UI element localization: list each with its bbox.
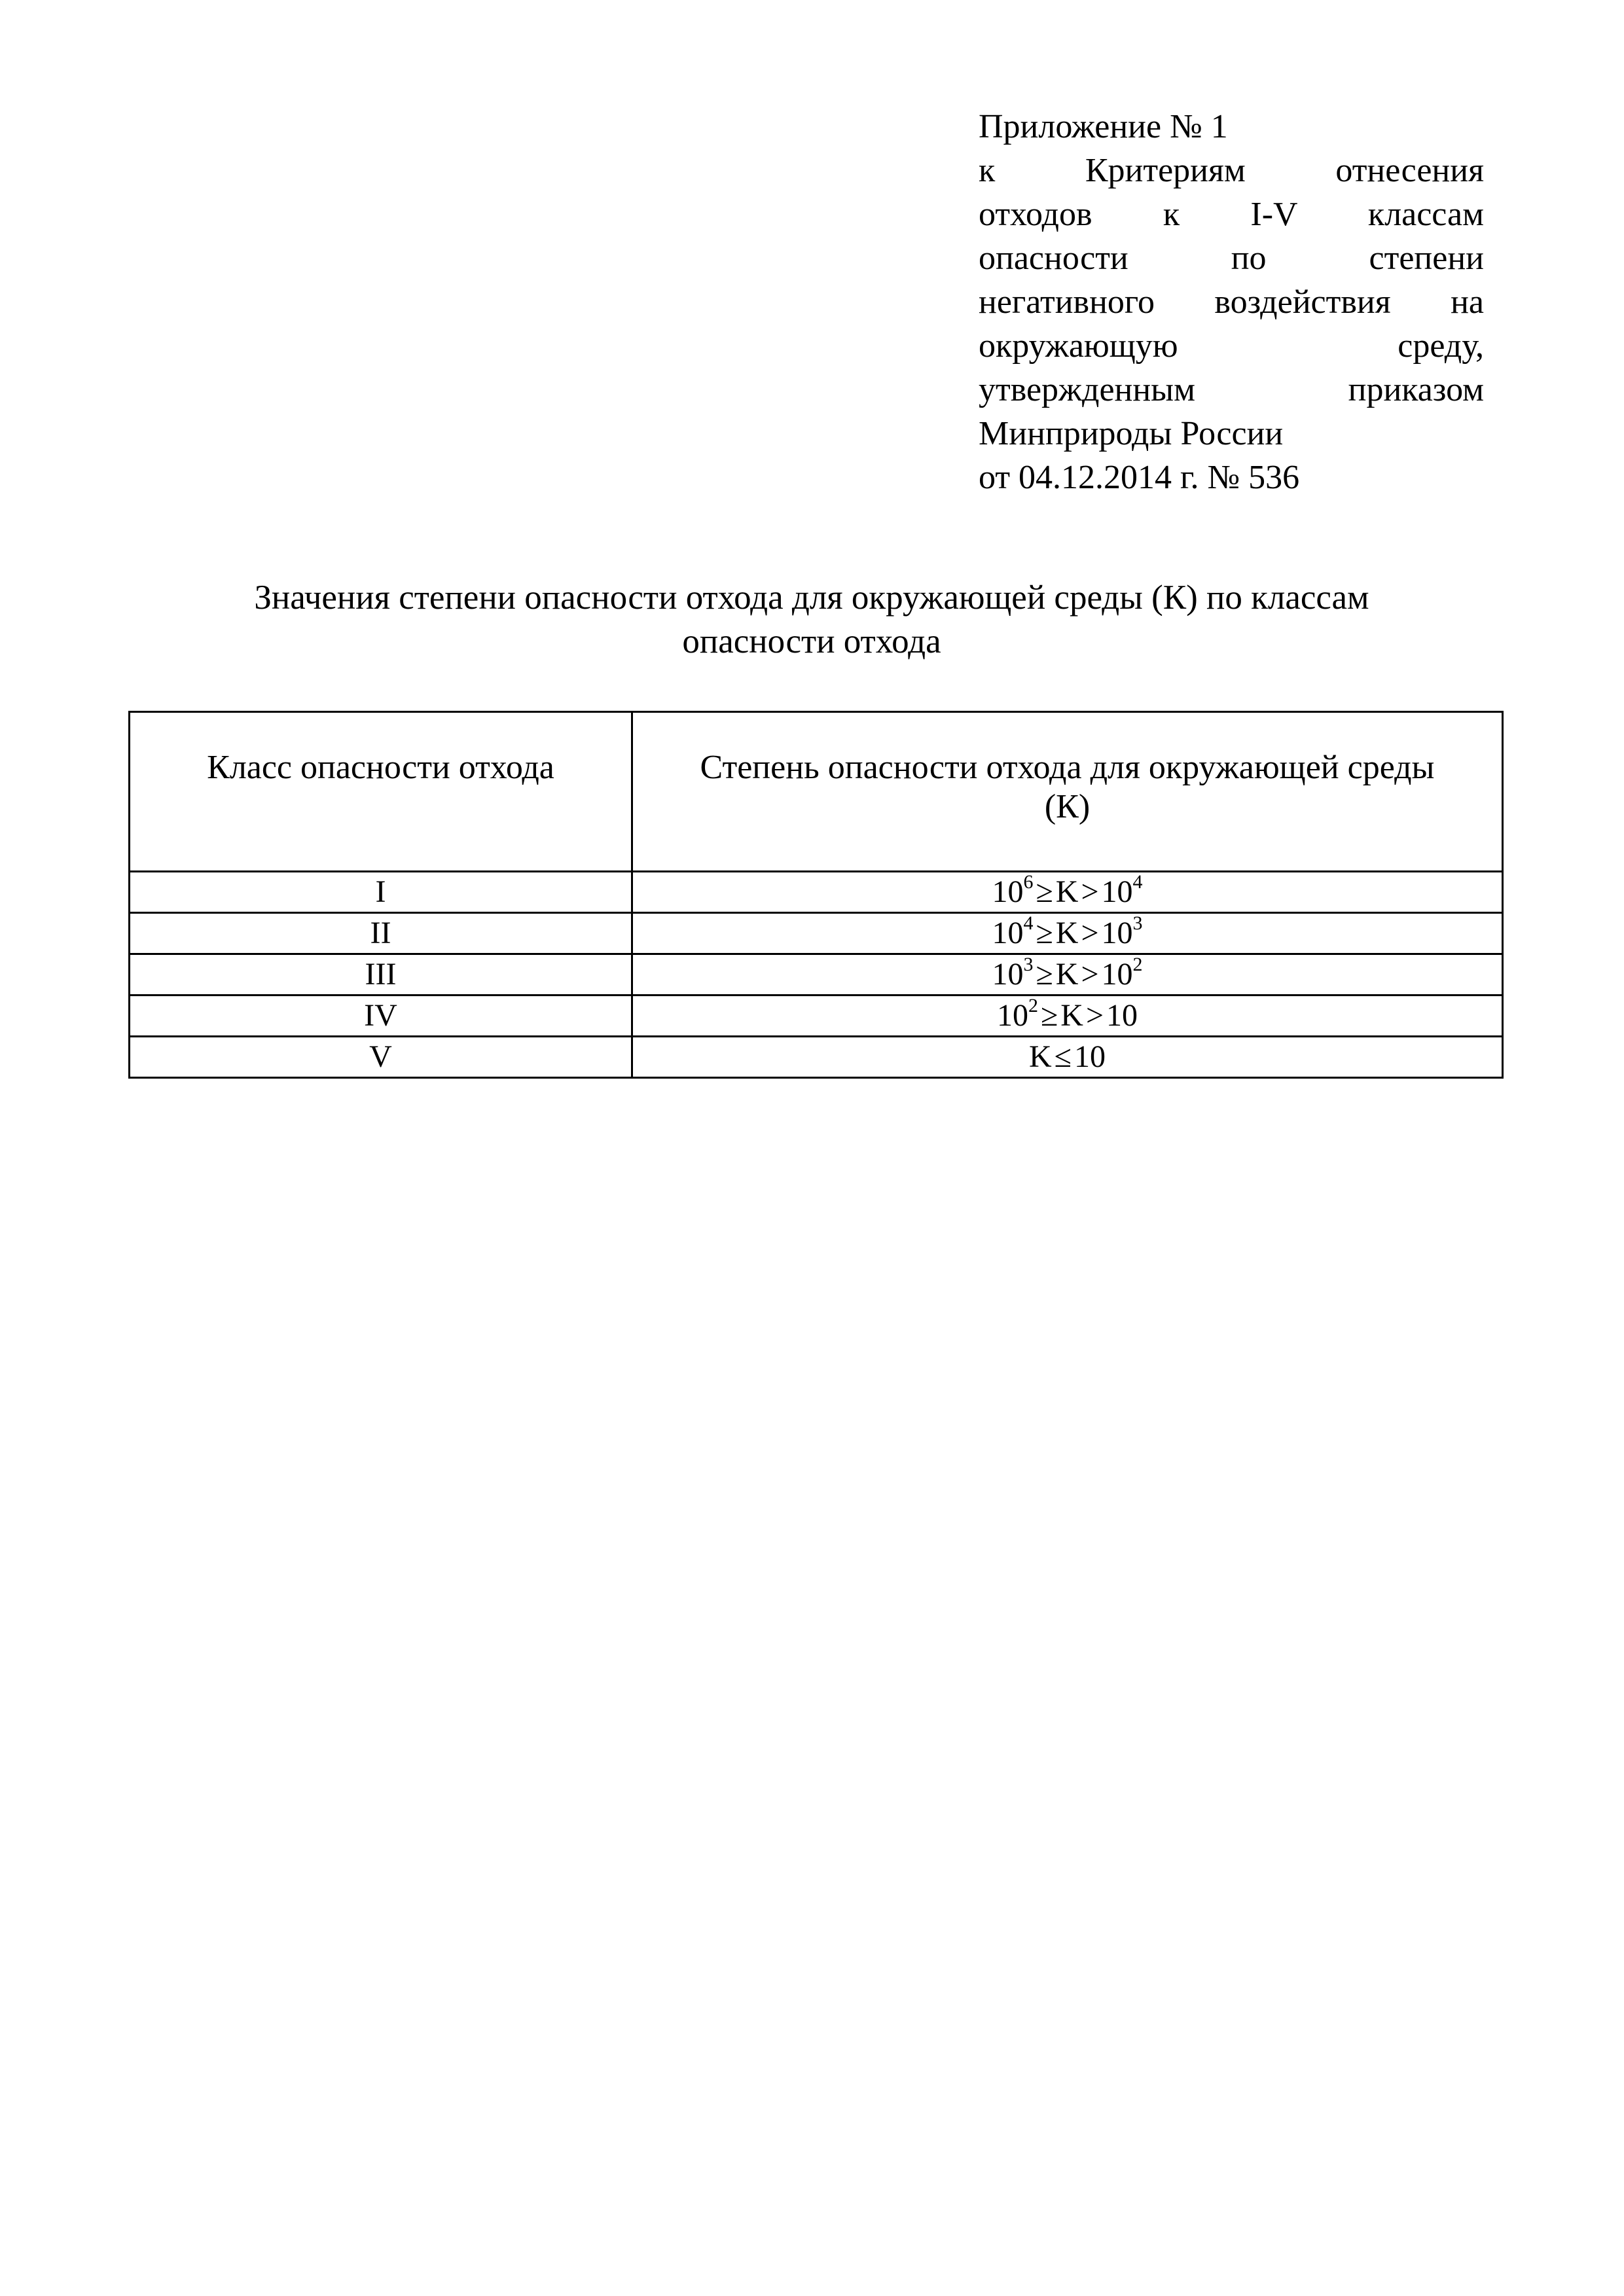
hazard-class-cell: III [130, 954, 632, 996]
appendix-text-line: к Критериям отнесения [979, 152, 1484, 189]
criterion-cell [632, 996, 1503, 1037]
appendix-ministry: Минприроды России [979, 415, 1284, 452]
table-row [130, 913, 1503, 954]
criterion-cell [632, 872, 1503, 913]
table-row [130, 954, 1503, 996]
appendix-number: Приложение № 1 [979, 108, 1228, 145]
appendix-text-line: утвержденным приказом [979, 371, 1484, 408]
appendix-text-line: отходов к I-V классам [979, 196, 1484, 233]
document-title [118, 576, 1506, 664]
criterion-formula: $10^3\ge K>10^2$ [992, 954, 1143, 992]
document-title-line: Значения степени опасности отхода для окружающей среды (К) по классам [254, 579, 1369, 617]
criterion-cell [632, 1037, 1503, 1078]
hazard-class-table [128, 711, 1504, 1079]
criterion-formula: $10^2\ge K>10$ [996, 995, 1138, 1033]
document-title-line: опасности отхода [682, 622, 941, 660]
hazard-class-cell: IV [130, 996, 632, 1037]
column-header-class: Класс опасности отхода [130, 712, 632, 872]
appendix-order-date: от 04.12.2014 г. № 536 [979, 459, 1300, 496]
table-header-row [130, 712, 1503, 872]
hazard-class-cell: I [130, 872, 632, 913]
criterion-formula: K≤10 [1028, 1039, 1106, 1074]
criterion-cell [632, 913, 1503, 954]
column-header-degree [632, 712, 1503, 872]
appendix-header [979, 105, 1484, 499]
table-row [130, 1037, 1503, 1078]
criterion-cell [632, 954, 1503, 996]
column-header-degree-line: Степень опасности отхода для окружающей среды [700, 749, 1435, 786]
column-header-degree-line: (К) [1044, 788, 1091, 825]
hazard-class-cell: II [130, 913, 632, 954]
hazard-class-cell: V [130, 1037, 632, 1078]
table-row [130, 872, 1503, 913]
appendix-text-line: окружающую среду, [979, 327, 1484, 365]
table-row [130, 996, 1503, 1037]
appendix-text-line: негативного воздействия на [979, 283, 1484, 321]
criterion-formula: $10^4\ge K>10^3$ [992, 912, 1143, 950]
appendix-text-line: опасности по степени [979, 240, 1484, 277]
criterion-formula: $10^6\ge K>10^4$ [992, 871, 1143, 909]
